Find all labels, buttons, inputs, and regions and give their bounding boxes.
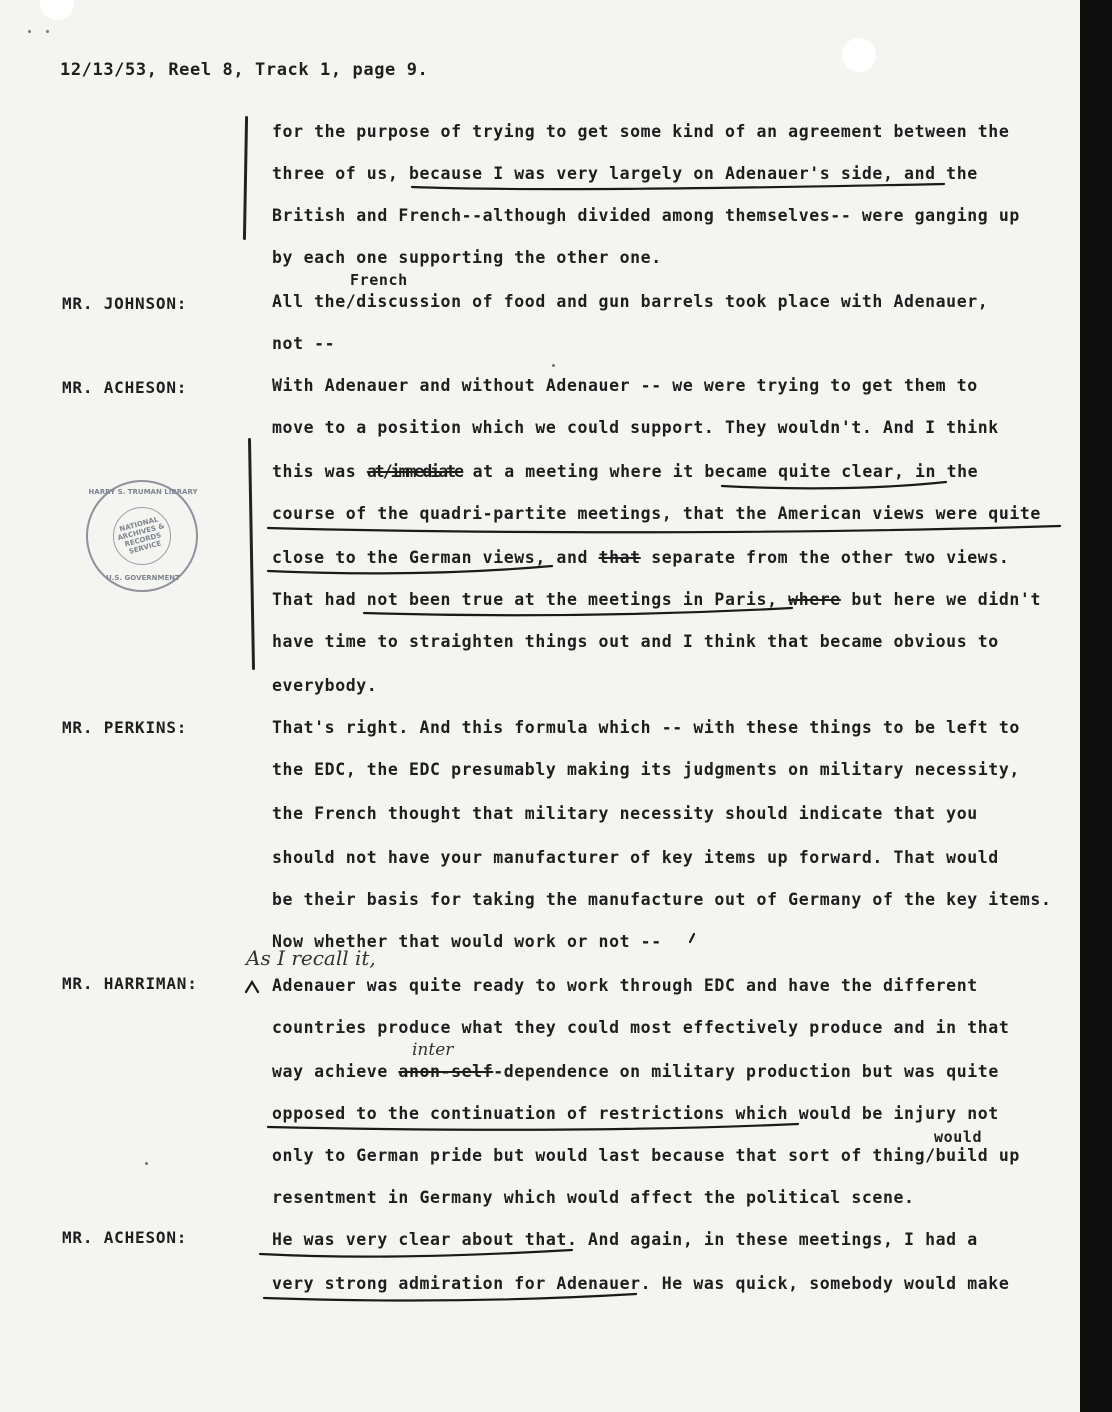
underline-stroke <box>268 1124 798 1130</box>
text-line: not -- <box>272 334 336 353</box>
struck-text: that <box>598 548 641 567</box>
text-line: With Adenauer and without Adenauer -- we were trying to get them to <box>272 376 978 395</box>
text-segment: That had not been true at the meetings in Paris, <box>272 590 778 609</box>
text-line: Now whether that would work or not -- <box>272 932 662 951</box>
text-line: resentment in Germany which would affect the political scene. <box>272 1188 915 1207</box>
speaker-harriman: MR. HARRIMAN: <box>62 974 198 993</box>
text-line: only to German pride but would last because that sort of thing/build up <box>272 1146 1020 1165</box>
text-line <box>272 1062 999 1082</box>
text-line <box>272 462 978 482</box>
text-line: everybody. <box>272 676 378 695</box>
text-line: British and French--although divided among themselves-- were ganging up <box>272 206 1020 225</box>
underline-stroke <box>260 1250 572 1257</box>
struck-text: where <box>788 590 841 609</box>
text-line: for the purpose of trying to get some kind of an agreement between the <box>272 122 1010 141</box>
underline-stroke <box>412 184 944 189</box>
text-line: All the/discussion of food and gun barrels took place with Adenauer, <box>272 292 989 311</box>
text-line: by each one supporting the other one. <box>272 248 662 267</box>
underline-stroke <box>722 482 946 488</box>
text-line: have time to straighten things out and I think that became obvious to <box>272 632 999 651</box>
text-line: He was very clear about that. And again, in these meetings, I had a <box>272 1230 978 1249</box>
scan-edge <box>1080 0 1112 1412</box>
speaker-acheson: MR. ACHESON: <box>62 1228 188 1247</box>
speaker-perkins: MR. PERKINS: <box>62 718 188 737</box>
typed-insertion: would <box>934 1128 983 1146</box>
text-segment: way achieve <box>272 1062 388 1081</box>
page-header: 12/13/53, Reel 8, Track 1, page 9. <box>60 60 429 80</box>
handwritten-insertion: As I recall it, <box>246 946 376 970</box>
punch-hole-left <box>40 0 74 20</box>
text-segment: close to the German views, and <box>272 548 589 567</box>
text-segment: but here we didn't <box>851 590 1041 609</box>
pen-tick <box>690 934 694 942</box>
underline-stroke <box>264 1294 636 1301</box>
archive-stamp <box>86 480 198 592</box>
speck <box>145 1162 148 1165</box>
speaker-acheson: MR. ACHESON: <box>62 378 188 397</box>
speck <box>552 364 555 367</box>
text-line: the French thought that military necessity should indicate that you <box>272 804 978 823</box>
stamp-bottom-text: U.S. GOVERNMENT <box>106 574 180 582</box>
speck <box>46 30 49 33</box>
speck <box>28 30 31 33</box>
text-line: three of us, because I was very largely on Adenauer's side, and the <box>272 164 978 183</box>
typed-insertion: French <box>350 271 408 289</box>
insert-caret <box>246 982 258 992</box>
text-line: move to a position which we could support. They wouldn't. And I think <box>272 418 999 437</box>
stamp-ring-text: HARRY S. TRUMAN LIBRARY <box>88 488 198 496</box>
text-line <box>272 590 1041 610</box>
text-line: Adenauer was quite ready to work through EDC and have the different <box>272 976 978 995</box>
text-line: the EDC, the EDC presumably making its judgments on military necessity, <box>272 760 1020 779</box>
text-line: be their basis for taking the manufacture out of Germany of the key items. <box>272 890 1052 909</box>
text-line: should not have your manufacturer of key items up forward. That would <box>272 848 999 867</box>
speaker-johnson: MR. JOHNSON: <box>62 294 188 313</box>
text-line: countries produce what they could most effectively produce and in that <box>272 1018 1010 1037</box>
text-line: That's right. And this formula which -- with these things to be left to <box>272 718 1020 737</box>
handwritten-insertion: inter <box>412 1040 454 1060</box>
text-segment: -dependence on military production but was quite <box>493 1062 999 1081</box>
text-line: course of the quadri-partite meetings, that the American views were quite <box>272 504 1041 523</box>
punch-hole-right <box>842 38 876 72</box>
struck-text: anon-self <box>398 1062 494 1081</box>
underline-stroke <box>268 526 1060 532</box>
margin-bracket <box>243 116 248 240</box>
text-segment: this was <box>272 462 357 481</box>
struck-text: at/immediate <box>366 462 463 481</box>
margin-bracket <box>248 438 255 670</box>
text-line: very strong admiration for Adenauer. He was quick, somebody would make <box>272 1274 1010 1293</box>
text-segment: at a meeting where it became quite clear, in the <box>472 462 979 481</box>
stamp-center-text: NATIONAL ARCHIVES & RECORDS SERVICE <box>116 515 166 556</box>
text-line <box>272 548 1009 568</box>
text-line: opposed to the continuation of restrictions which would be injury not <box>272 1104 999 1123</box>
text-segment: separate from the other two views. <box>651 548 1010 567</box>
